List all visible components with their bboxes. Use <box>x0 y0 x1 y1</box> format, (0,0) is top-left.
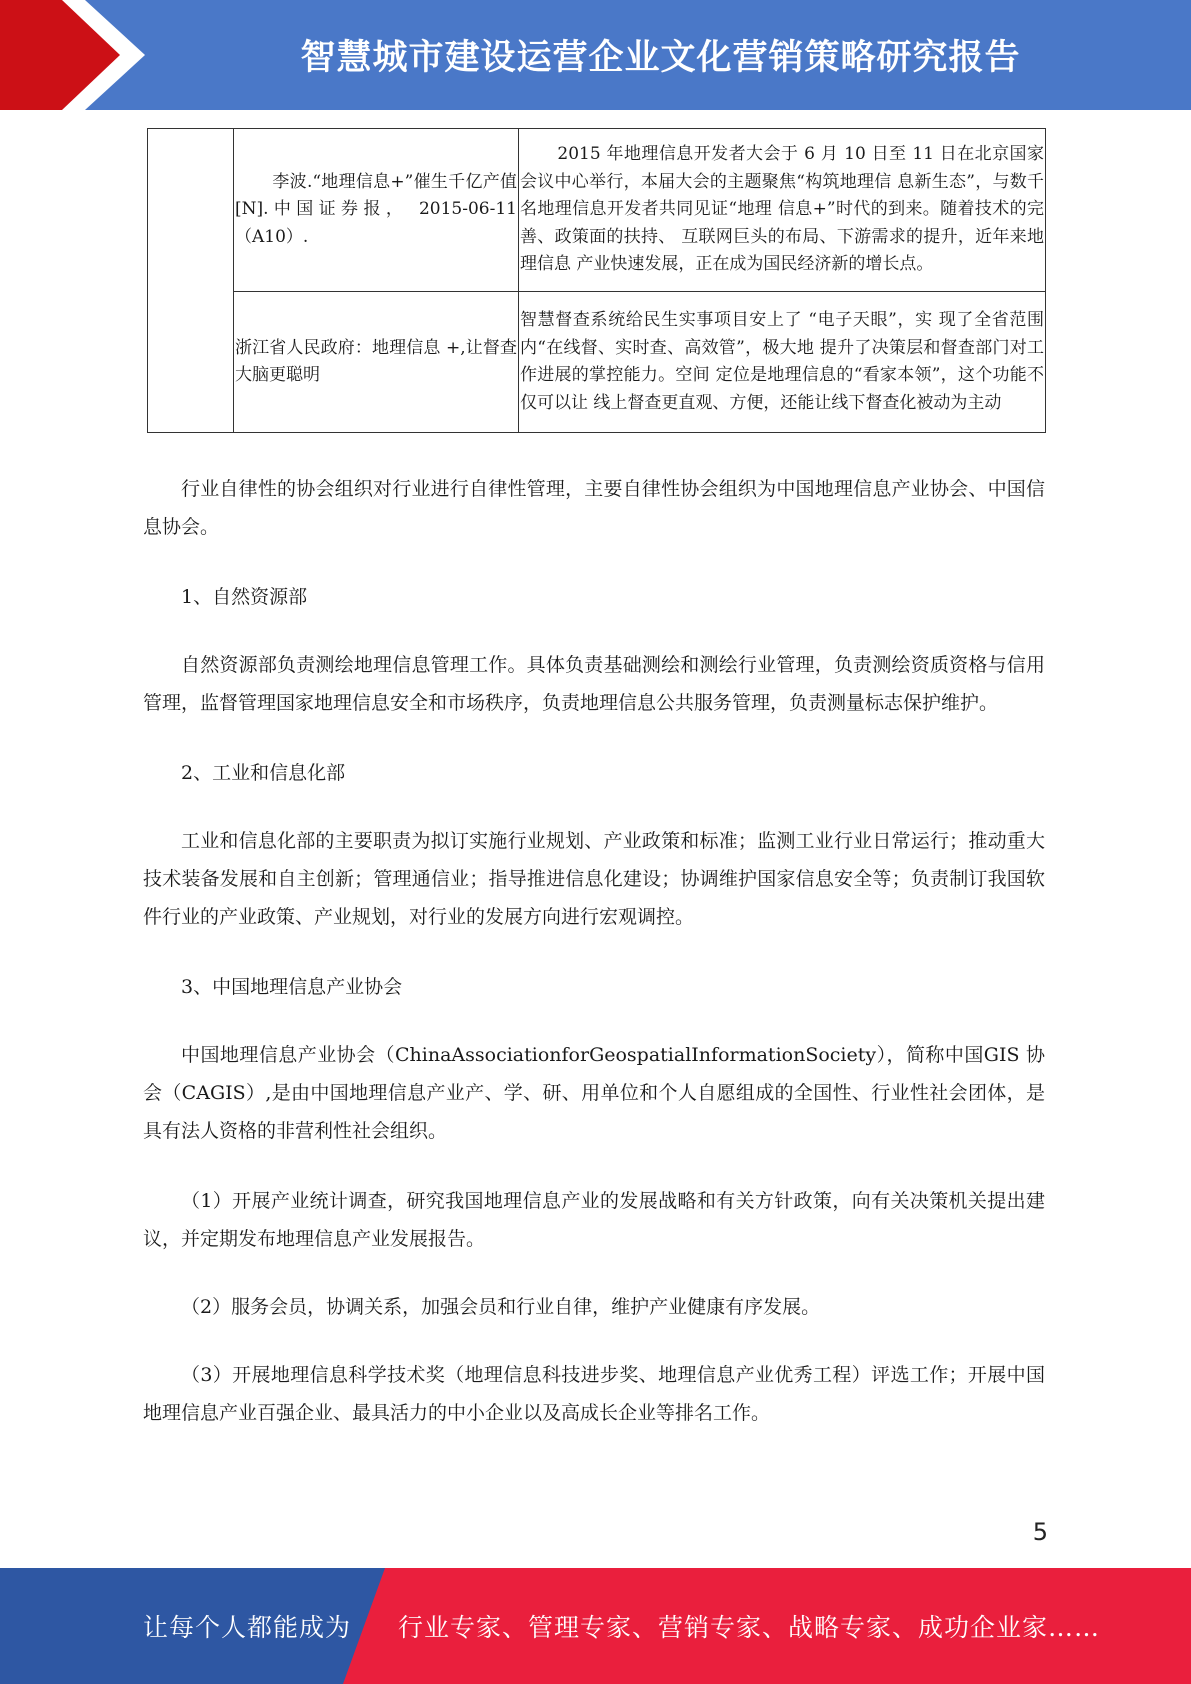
table-cell-summary: 2015 年地理信息开发者大会于 6 月 10 日至 11 日在北京国家会议中心举行，本届大会的主题聚焦“构筑地理信 息新生态”，与数千名地理信息开发者共同见证“地理 信息+”时代的到来。随着技术的完善、政策面的扶持、 互联网巨头的布局、下游需求的提升，近年来地理信息 产业快速发展，正在成为国民经济新的增长点。 <box>519 129 1046 292</box>
paragraph: 中国地理信息产业协会（ChinaAssociationforGeospatialInformationSociety），简称中国GIS 协会（CAGIS）,是由中国地理信息产业产、学、研、用单位和个人自愿组成的全国性、行业性社会团体，是具有法人资格的非营利性社会组织。 <box>143 1044 1045 1142</box>
table-row <box>148 129 1046 292</box>
paragraph: 工业和信息化部的主要职责为拟订实施行业规划、产业政策和标准；监测工业行业日常运行；推动重大技术装备发展和自主创新；管理通信业；指导推进信息化建设；协调维护国家信息安全等；负责制订我国软件行业的产业政策、产业规划，对行业的发展方向进行宏观调控。 <box>143 830 1045 928</box>
table-cell-summary: 智慧督查系统给民生实事项目安上了 “电子天眼”，实 现了全省范围内“在线督、实时查、高效管”，极大地 提升了决策层和督查部门对工作进展的掌控能力。空间 定位是地理信息的“看家本领”，这个功能不仅可以让 线上督查更直观、方便，还能让线下督查化被动为主动 <box>519 292 1046 433</box>
header-title: 智慧城市建设运营企业文化营销策略研究报告 <box>300 38 1021 78</box>
table-cell-source: 李波.“地理信息+”催生千亿产值[N].中国证券报， 2015-06-11（A10）. <box>234 129 519 292</box>
paragraph: 行业自律性的协会组织对行业进行自律性管理，主要自律性协会组织为中国地理信息产业协会、中国信息协会。 <box>143 478 1045 538</box>
page-number: 5 <box>1032 1518 1048 1546</box>
section-heading: 2、工业和信息化部 <box>181 762 346 784</box>
footer-slogan-right: 行业专家、管理专家、营销专家、战略专家、成功企业家…… <box>398 1613 1101 1642</box>
body-content <box>143 470 1045 1462</box>
list-item: （3）开展地理信息科学技术奖（地理信息科技进步奖、地理信息产业优秀工程）评选工作；开展中国地理信息产业百强企业、最具活力的中小企业以及高成长企业等排名工作。 <box>143 1364 1045 1424</box>
header-arrow-decoration <box>0 0 150 110</box>
footer-slogan-left: 让每个人都能成为 <box>143 1613 352 1642</box>
section-heading: 1、自然资源部 <box>181 586 308 608</box>
reference-table <box>147 128 1046 433</box>
page-footer <box>0 1568 1191 1684</box>
table-cell-blank <box>148 129 234 433</box>
page-header <box>0 0 1191 110</box>
section-heading: 3、中国地理信息产业协会 <box>181 976 403 998</box>
list-item: （2）服务会员，协调关系，加强会员和行业自律，维护产业健康有序发展。 <box>181 1296 821 1318</box>
paragraph: 自然资源部负责测绘地理信息管理工作。具体负责基础测绘和测绘行业管理，负责测绘资质资格与信用管理，监督管理国家地理信息安全和市场秩序，负责地理信息公共服务管理，负责测量标志保护维护。 <box>143 654 1045 714</box>
table-cell-source: 浙江省人民政府：地理信息 +,让督查大脑更聪明 <box>234 292 519 433</box>
table-row <box>148 292 1046 433</box>
list-item: （1）开展产业统计调查，研究我国地理信息产业的发展战略和有关方针政策，向有关决策机关提出建议，并定期发布地理信息产业发展报告。 <box>143 1190 1045 1250</box>
